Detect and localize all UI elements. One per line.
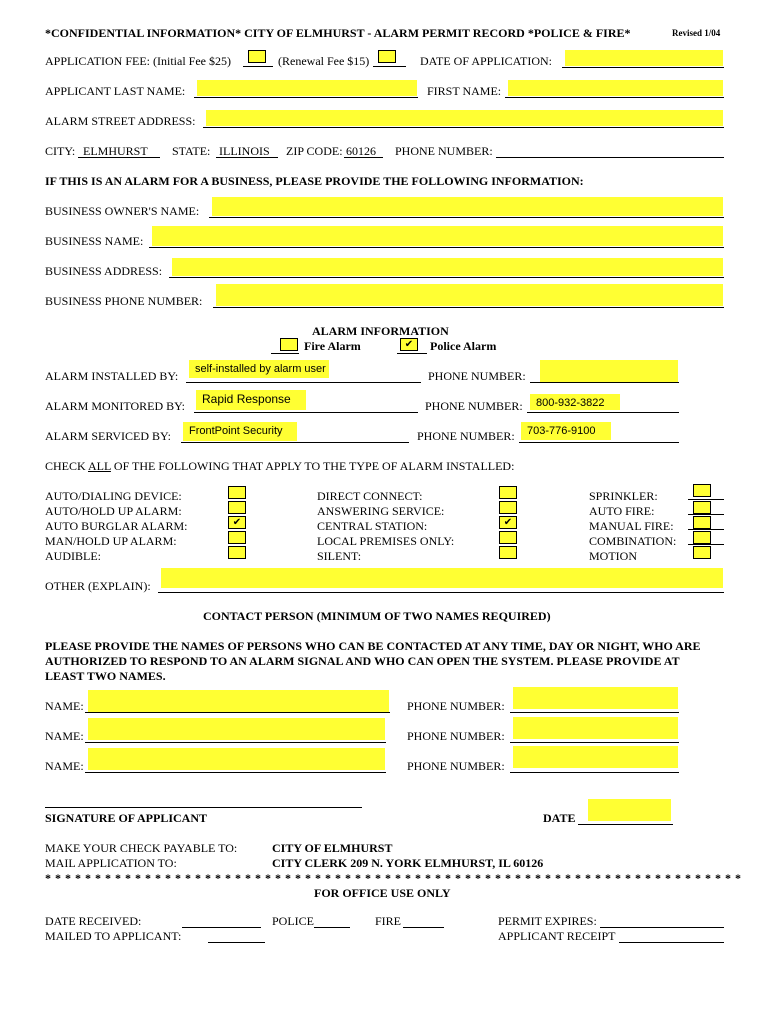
other-underline: [158, 579, 724, 593]
contact-3-name-label: NAME:: [45, 759, 84, 773]
type-central-station-label: CENTRAL STATION:: [317, 519, 428, 533]
business-owner-underline: [209, 204, 724, 218]
type-audible-checkbox[interactable]: [228, 546, 246, 559]
police-alarm-underline: [397, 338, 427, 354]
signature-date-label: DATE: [543, 811, 576, 825]
type-auto-holdup-label: AUTO/HOLD UP ALARM:: [45, 504, 182, 518]
type-auto-dialing-checkbox[interactable]: [228, 486, 246, 499]
monitored-by-label: ALARM MONITORED BY:: [45, 399, 186, 413]
monitored-phone-underline: [527, 399, 679, 413]
type-direct-connect-label: DIRECT CONNECT:: [317, 489, 423, 503]
type-silent-checkbox[interactable]: [499, 546, 517, 559]
first-name-label: FIRST NAME:: [427, 84, 502, 98]
last-name-label: APPLICANT LAST NAME:: [45, 84, 186, 98]
type-answering-service-checkbox[interactable]: [499, 501, 517, 514]
business-phone-label: BUSINESS PHONE NUMBER:: [45, 294, 203, 308]
type-motion-label: MOTION: [589, 549, 637, 563]
date-of-application-label: DATE OF APPLICATION:: [420, 54, 553, 68]
type-sprinkler-label: SPRINKLER:: [589, 489, 658, 503]
fire-alarm-underline: [271, 338, 299, 354]
contact-2-name-underline: [85, 729, 386, 743]
mail-label: MAIL APPLICATION TO:: [45, 856, 177, 870]
contact-3-phone-label: PHONE NUMBER:: [407, 759, 505, 773]
office-police-label: POLICE: [272, 914, 314, 928]
other-explain-label: OTHER (EXPLAIN):: [45, 579, 151, 593]
office-fire-line[interactable]: [403, 914, 444, 928]
monitored-by-underline: [194, 399, 418, 413]
street-address-label: ALARM STREET ADDRESS:: [45, 114, 196, 128]
type-central-station-checkbox[interactable]: ✔: [499, 516, 517, 529]
signature-label: SIGNATURE OF APPLICANT: [45, 811, 208, 825]
installed-phone-underline: [530, 369, 679, 383]
contact-1-name-underline: [85, 699, 390, 713]
form-title: *CONFIDENTIAL INFORMATION* CITY OF ELMHURST - ALARM PERMIT RECORD *POLICE & FIRE*: [45, 26, 631, 40]
serviced-by-label: ALARM SERVICED BY:: [45, 429, 171, 443]
city-label: CITY:: [45, 144, 76, 158]
type-direct-connect-checkbox[interactable]: [499, 486, 517, 499]
date-received-line[interactable]: [182, 914, 261, 928]
contact-1-name-label: NAME:: [45, 699, 84, 713]
date-underline: [562, 54, 724, 68]
contact-2-phone-label: PHONE NUMBER:: [407, 729, 505, 743]
last-name-underline: [194, 84, 418, 98]
signature-line[interactable]: [45, 794, 362, 808]
payable-label: MAKE YOUR CHECK PAYABLE TO:: [45, 841, 238, 855]
office-use-heading: FOR OFFICE USE ONLY: [314, 886, 451, 900]
fee-initial-label: APPLICATION FEE: (Initial Fee $25): [45, 54, 231, 68]
business-address-label: BUSINESS ADDRESS:: [45, 264, 163, 278]
monitored-phone-field[interactable]: 800-932-3822: [530, 394, 620, 410]
contact-instructions-1: PLEASE PROVIDE THE NAMES OF PERSONS WHO CAN BE CONTACTED AT ANY TIME, DAY OR NIGHT, WHO ARE: [45, 639, 701, 653]
serviced-phone-field[interactable]: 703-776-9100: [521, 422, 611, 440]
permit-expires-label: PERMIT EXPIRES:: [498, 914, 597, 928]
contact-1-phone-label: PHONE NUMBER:: [407, 699, 505, 713]
serviced-by-field[interactable]: FrontPoint Security: [183, 422, 297, 441]
type-auto-dialing-label: AUTO/DIALING DEVICE:: [45, 489, 182, 503]
type-motion-checkbox[interactable]: [693, 546, 711, 559]
serviced-phone-underline: [519, 429, 679, 443]
separator-stars: * * * * * * * * * * * * * * * * * * * * * * * * * * * * * * * * * * * * * * * * * * * * * * * * * * * * * * * * * * * * * * * * * * * * * *: [45, 871, 742, 885]
installed-phone-label: PHONE NUMBER:: [428, 369, 526, 383]
fee-initial-underline: [243, 51, 273, 67]
first-name-underline: [505, 84, 724, 98]
permit-expires-line[interactable]: [600, 914, 724, 928]
office-police-line[interactable]: [314, 914, 350, 928]
zip-label: ZIP CODE:: [286, 144, 343, 158]
fire-alarm-label: Fire Alarm: [304, 339, 361, 353]
type-audible-label: AUDIBLE:: [45, 549, 101, 563]
manual-fire-underline: [688, 516, 724, 530]
installed-by-underline: [186, 369, 421, 383]
applicant-receipt-line[interactable]: [619, 929, 724, 943]
type-local-premises-label: LOCAL PREMISES ONLY:: [317, 534, 455, 548]
contact-2-phone-underline: [510, 729, 679, 743]
street-underline: [203, 114, 724, 128]
business-owner-label: BUSINESS OWNER'S NAME:: [45, 204, 200, 218]
business-heading: IF THIS IS AN ALARM FOR A BUSINESS, PLEASE PROVIDE THE FOLLOWING INFORMATION:: [45, 174, 584, 188]
contact-instructions-3: LEAST TWO NAMES.: [45, 669, 166, 683]
auto-fire-underline: [688, 501, 724, 515]
type-auto-holdup-checkbox[interactable]: [228, 501, 246, 514]
serviced-by-underline: [181, 429, 409, 443]
state-value: ILLINOIS: [219, 144, 270, 158]
type-man-holdup-checkbox[interactable]: [228, 531, 246, 544]
phone-label: PHONE NUMBER:: [395, 144, 493, 158]
fee-renewal-label: (Renewal Fee $15): [278, 54, 370, 68]
payable-value: CITY OF ELMHURST: [272, 841, 393, 855]
type-auto-fire-label: AUTO FIRE:: [589, 504, 655, 518]
signature-date-underline: [578, 811, 673, 825]
monitored-by-field[interactable]: Rapid Response: [196, 390, 306, 410]
type-answering-service-label: ANSWERING SERVICE:: [317, 504, 445, 518]
type-man-holdup-label: MAN/HOLD UP ALARM:: [45, 534, 177, 548]
monitored-phone-label: PHONE NUMBER:: [425, 399, 523, 413]
installed-by-field[interactable]: self-installed by alarm user: [189, 360, 329, 378]
contact-instructions-2: AUTHORIZED TO RESPOND TO AN ALARM SIGNAL AND WHO CAN OPEN THE SYSTEM. PLEASE PROVIDE AT: [45, 654, 680, 668]
type-local-premises-checkbox[interactable]: [499, 531, 517, 544]
type-combination-label: COMBINATION:: [589, 534, 677, 548]
date-received-label: DATE RECEIVED:: [45, 914, 142, 928]
fee-renewal-underline: [373, 51, 406, 67]
alarm-type-heading: CHECK ALL OF THE FOLLOWING THAT APPLY TO THE TYPE OF ALARM INSTALLED:: [45, 459, 515, 473]
police-alarm-checkbox[interactable]: ✔: [400, 338, 418, 351]
business-name-underline: [149, 234, 724, 248]
mail-value: CITY CLERK 209 N. YORK ELMHURST, IL 60126: [272, 856, 544, 870]
type-auto-burglar-checkbox[interactable]: ✔: [228, 516, 246, 529]
police-alarm-label: Police Alarm: [430, 339, 497, 353]
type-auto-burglar-label: AUTO BURGLAR ALARM:: [45, 519, 188, 533]
type-silent-label: SILENT:: [317, 549, 362, 563]
office-fire-label: FIRE: [375, 914, 402, 928]
serviced-phone-label: PHONE NUMBER:: [417, 429, 515, 443]
type-manual-fire-label: MANUAL FIRE:: [589, 519, 674, 533]
contact-1-phone-underline: [510, 699, 679, 713]
contact-3-name-underline: [85, 759, 386, 773]
mailed-to-applicant-label: MAILED TO APPLICANT:: [45, 929, 182, 943]
zip-value: 60126: [346, 144, 376, 158]
mailed-line[interactable]: [208, 929, 265, 943]
business-address-underline: [169, 264, 724, 278]
contact-3-phone-underline: [510, 759, 679, 773]
phone-underline: [496, 144, 724, 158]
contact-2-name-label: NAME:: [45, 729, 84, 743]
applicant-receipt-label: APPLICANT RECEIPT: [498, 929, 616, 943]
city-value: ELMHURST: [83, 144, 148, 158]
contact-heading: CONTACT PERSON (MINIMUM OF TWO NAMES REQUIRED): [203, 609, 551, 623]
business-name-label: BUSINESS NAME:: [45, 234, 144, 248]
combination-underline: [688, 531, 724, 545]
alarm-info-heading: ALARM INFORMATION: [312, 324, 449, 338]
installed-by-label: ALARM INSTALLED BY:: [45, 369, 179, 383]
business-phone-underline: [213, 294, 724, 308]
sprinkler-underline: [688, 486, 724, 500]
state-label: STATE:: [172, 144, 211, 158]
revision-label: Revised 1/04: [672, 28, 721, 38]
